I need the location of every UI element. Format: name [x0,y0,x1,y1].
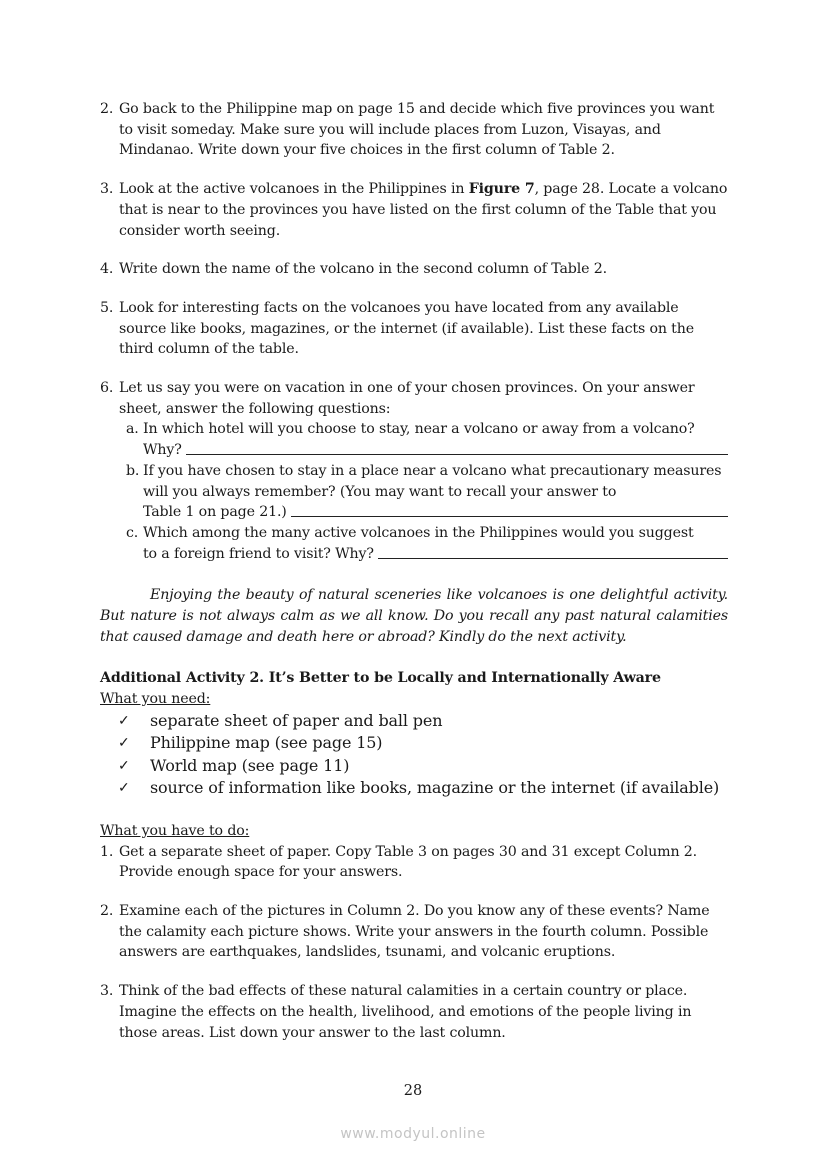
step-text: Look for interesting facts on the volcanoes you have located from any available source like books, magazines, or the internet (if available). List these facts on the third column of the table. [119,299,694,358]
question-b: b. If you have chosen to stay in a place near a volcano what precautionary measures will you always remember? (You may want to recall your answer to Table 1 on page 21.) [126,461,728,523]
question-c: c. Which among the many active volcanoes in the Philippines would you suggest to a foreign friend to visit? Why? [126,523,728,564]
step-text: Write down the name of the volcano in the second column of Table 2. [119,261,607,278]
step-number: 1. [100,843,114,860]
answer-blank-a [186,440,728,455]
activity-title: Additional Activity 2. It’s Better to be Locally and Internationally Aware [100,670,661,687]
step-number: 3. [100,983,114,1000]
list-item: ✓ Philippine map (see page 15) [100,732,728,755]
step-number: 2. [100,902,114,919]
step-number: 6. [100,380,114,397]
answer-blank-c [378,544,728,559]
step-3 [100,179,728,241]
activity-step-1 [100,842,728,883]
step-number: 4. [100,261,114,278]
question-a: a. In which hotel will you choose to stay, near a volcano or away from a volcano? Why? [126,419,728,460]
step-number: 2. [100,101,114,117]
step-text: Get a separate sheet of paper. Copy Table 3 on pages 30 and 31 except Column 2. Provide enough space for your answers. [119,843,698,881]
watermark: www.modyul.online [340,1126,486,1142]
step-2 [100,99,728,161]
step-text: Let us say you were on vacation in one of your chosen provinces. On your answer sheet, answer the following questions: [119,380,695,417]
checkmark-icon: ✓ [118,712,130,729]
list-item: ✓ source of information like books, magazine or the internet (if available) [100,777,728,800]
step-text: Examine each of the pictures in Column 2. Do you know any of these events? Name the calamity each picture shows. Write your answers in the fourth column. Possible answers are earthquakes, landslides, tsunami, and volcanic eruptions. [119,902,710,961]
transition-paragraph: Enjoying the beauty of natural sceneries like volcanoes is one delightful activity. But nature is not always calm as we all know. Do you recall any past natural calamities that caused damage and death here or abroad? Kindly do the next activity. [100,587,728,645]
what-you-need-heading: What you need: [100,691,211,708]
step-number: 3. [100,181,114,198]
document-page [100,99,728,1043]
list-item: ✓ separate sheet of paper and ball pen [100,710,728,733]
checkmark-icon: ✓ [118,757,130,774]
answer-blank-b [291,502,728,517]
checkmark-icon: ✓ [118,735,130,752]
figure-reference: Figure 7 [468,181,535,198]
list-item: ✓ World map (see page 11) [100,755,728,778]
step-text: Go back to the Philippine map on page 15 and decide which five provinces you want to visit someday. Make sure you will include places from Luzon, Visayas, and Mindanao. Write down your five choices in the first column of Table 2. [119,101,715,159]
page-number: 28 [403,1083,423,1099]
materials-list [100,710,728,800]
step-6 [100,378,728,564]
activity-step-3 [100,981,728,1043]
step-4 [100,259,728,280]
step-text: Look at the active volcanoes in the Philippines in Figure 7, page 28. Locate a volcano that is near to the provinces you have listed on the first column of the Table that you consider worth seeing. [119,181,728,239]
checkmark-icon: ✓ [118,780,130,797]
what-you-have-to-do-heading: What you have to do: [100,822,250,839]
step-text: Think of the bad effects of these natural calamities in a certain country or place. Imagine the effects on the health, livelihood, and emotions of the people living in those areas. List down your answer to the last column. [119,983,692,1041]
step-5 [100,298,728,360]
activity-step-2 [100,901,728,963]
step-number: 5. [100,299,114,316]
